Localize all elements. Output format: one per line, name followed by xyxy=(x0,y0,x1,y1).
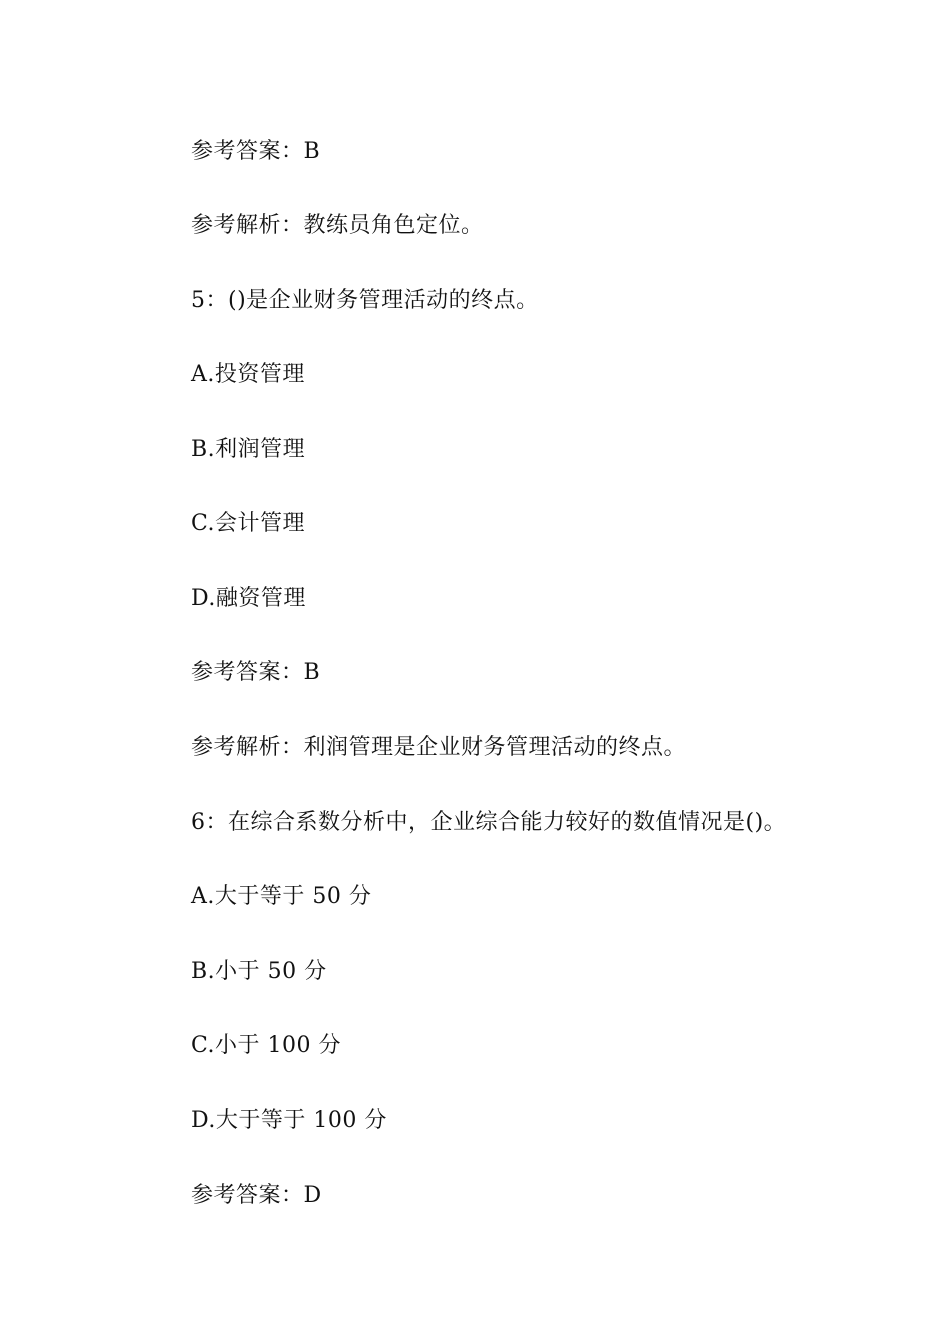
answer-line: 参考答案：D xyxy=(191,1183,322,1208)
question-5: 5：()是企业财务管理活动的终点。 xyxy=(191,288,539,313)
question-6: 6：在综合系数分析中，企业综合能力较好的数值情况是()。 xyxy=(191,810,787,835)
option-a: A.投资管理 xyxy=(191,362,305,387)
answer-line: 参考答案：B xyxy=(191,660,321,685)
option-c: C.会计管理 xyxy=(191,511,306,536)
answer-line: 参考答案：B xyxy=(191,139,321,164)
option-b: B.小于 50 分 xyxy=(191,959,327,984)
option-d: D.融资管理 xyxy=(191,586,306,611)
explanation-line: 参考解析：教练员角色定位。 xyxy=(191,213,484,238)
option-a: A.大于等于 50 分 xyxy=(191,884,372,909)
explanation-line: 参考解析：利润管理是企业财务管理活动的终点。 xyxy=(191,735,687,760)
option-b: B.利润管理 xyxy=(191,437,306,462)
option-c: C.小于 100 分 xyxy=(191,1033,342,1058)
option-d: D.大于等于 100 分 xyxy=(191,1108,387,1133)
